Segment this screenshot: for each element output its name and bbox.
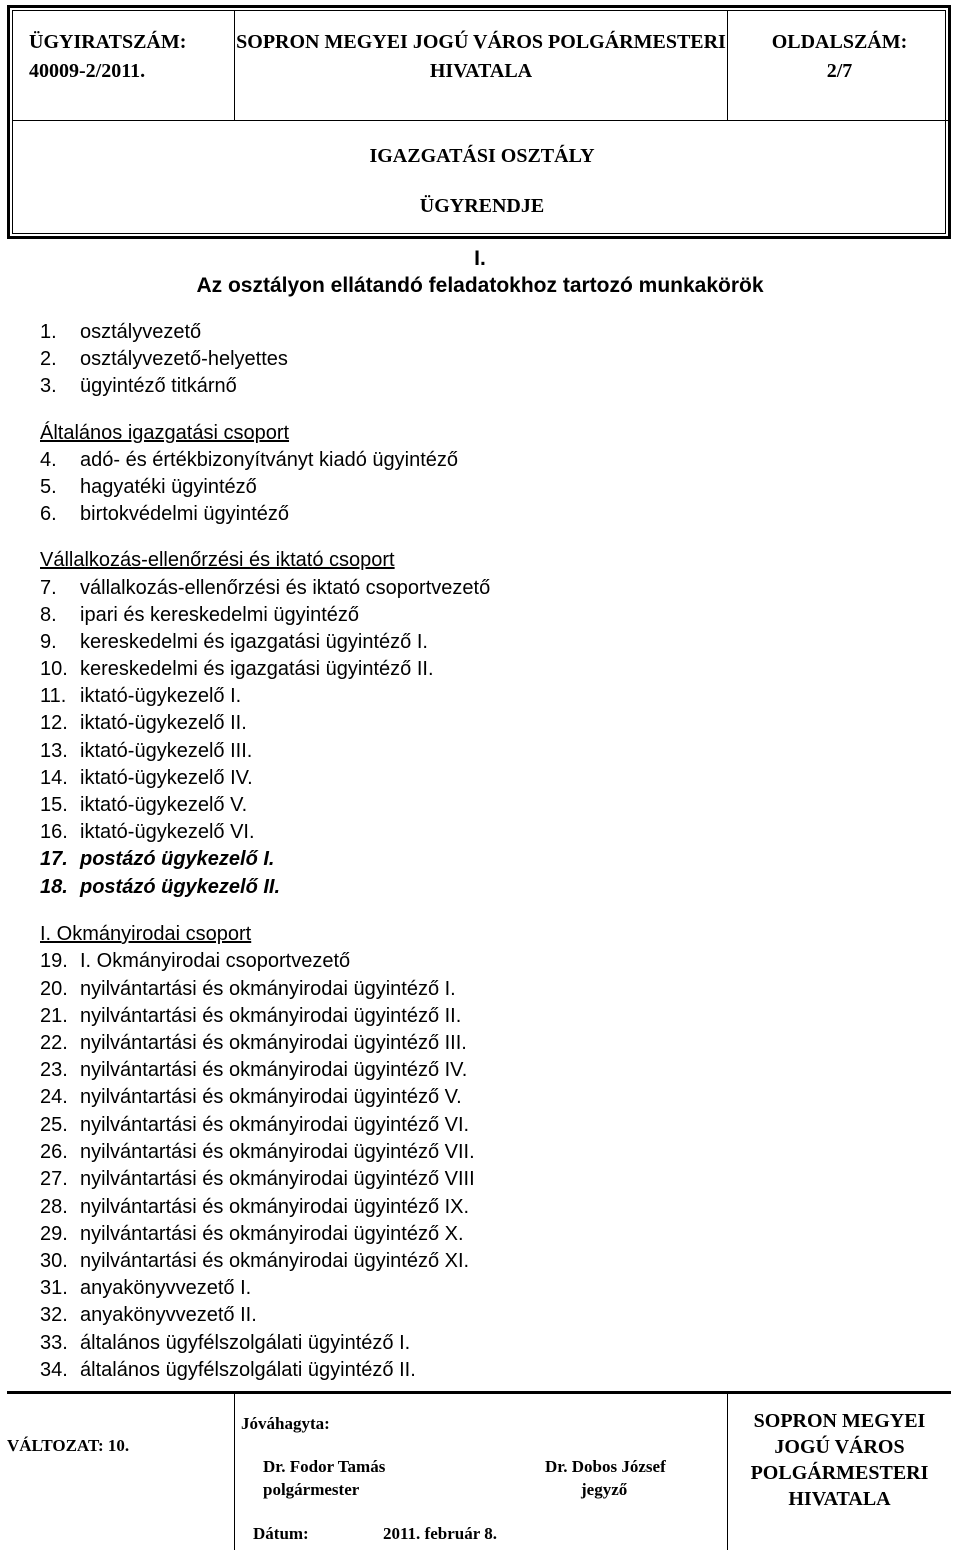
list-item: 17. postázó ügykezelő I. — [40, 848, 275, 870]
list-item: 7. vállalkozás-ellenőrzési és iktató csoportvezető — [40, 577, 491, 599]
footer-org-line1: SOPRON MEGYEI — [753, 1410, 926, 1432]
list-item: 3. ügyintéző titkárnő — [40, 375, 237, 397]
list-item: 21. nyilvántartási és okmányirodai ügyintéző II. — [40, 1005, 462, 1027]
group-title: I. Okmányirodai csoport — [40, 923, 252, 945]
department-name: IGAZGATÁSI OSZTÁLY — [369, 145, 595, 167]
document-footer — [7, 1394, 951, 1550]
list-item: 23. nyilvántartási és okmányirodai ügyintéző IV. — [40, 1059, 468, 1081]
approved-label: Jóváhagyta: — [241, 1414, 330, 1433]
list-item: 1. osztályvezető — [40, 321, 202, 343]
list-item: 24. nyilvántartási és okmányirodai ügyintéző V. — [40, 1086, 462, 1108]
date-label: Dátum: — [253, 1524, 309, 1543]
version-cell — [7, 1394, 235, 1550]
list-item: 5. hagyatéki ügyintéző — [40, 476, 257, 498]
list-item: 9. kereskedelmi és igazgatási ügyintéző I. — [40, 631, 428, 653]
list-item: 29. nyilvántartási és okmányirodai ügyintéző X. — [40, 1223, 464, 1245]
department-cell — [13, 121, 951, 235]
list-item: 4. adó- és értékbizonyítványt kiadó ügyintéző — [40, 449, 458, 471]
organization-name-line2: HIVATALA — [429, 60, 533, 82]
list-item: 14. iktató-ügykezelő IV. — [40, 767, 253, 789]
organization-name-line1: SOPRON MEGYEI JOGÚ VÁROS POLGÁRMESTERI — [236, 31, 726, 53]
list-item: 33. általános ügyfélszolgálati ügyintéző I. — [40, 1332, 411, 1354]
list-item: 20. nyilvántartási és okmányirodai ügyintéző I. — [40, 978, 456, 1000]
document-type: ÜGYRENDJE — [419, 195, 545, 217]
list-item: 15. iktató-ügykezelő V. — [40, 794, 248, 816]
file-number-label: ÜGYIRATSZÁM: — [29, 31, 187, 53]
document-header — [7, 5, 951, 239]
signer-1-title: polgármester — [263, 1480, 360, 1499]
list-item: 2. osztályvezető-helyettes — [40, 348, 288, 370]
footer-org-line2: JOGÚ VÁROS — [774, 1436, 905, 1458]
list-item: 12. iktató-ügykezelő II. — [40, 712, 247, 734]
footer-org-line3: POLGÁRMESTERI — [750, 1462, 929, 1484]
page-number-label: OLDALSZÁM: — [771, 31, 908, 53]
list-item: 28. nyilvántartási és okmányirodai ügyintéző IX. — [40, 1196, 470, 1218]
signer-2-title: jegyző — [581, 1480, 628, 1499]
list-item: 32. anyakönyvvezető II. — [40, 1304, 257, 1326]
list-item: 34. általános ügyfélszolgálati ügyintéző II. — [40, 1359, 416, 1381]
signer-1-name: Dr. Fodor Tamás — [263, 1457, 386, 1476]
list-item: 16. iktató-ügykezelő VI. — [40, 821, 255, 843]
list-item: 13. iktató-ügykezelő III. — [40, 740, 253, 762]
list-item: 27. nyilvántartási és okmányirodai ügyintéző VIII — [40, 1168, 475, 1190]
list-item: 19. I. Okmányirodai csoportvezető — [40, 950, 351, 972]
list-item: 26. nyilvántartási és okmányirodai ügyintéző VII. — [40, 1141, 475, 1163]
section-roman-numeral: I. — [474, 247, 486, 270]
organization-cell — [235, 11, 727, 121]
file-number-cell — [13, 11, 235, 121]
list-item: 18. postázó ügykezelő II. — [40, 876, 281, 898]
header-inner-frame — [12, 10, 946, 234]
page-number-value: 2/7 — [826, 60, 853, 82]
footer-organization-cell — [727, 1394, 951, 1550]
list-item: 30. nyilvántartási és okmányirodai ügyintéző XI. — [40, 1250, 470, 1272]
approval-cell — [235, 1394, 727, 1550]
date-value: 2011. február 8. — [383, 1524, 497, 1543]
group-title: Vállalkozás-ellenőrzési és iktató csoport — [40, 549, 395, 571]
list-item: 8. ipari és kereskedelmi ügyintéző — [40, 604, 360, 626]
file-number-value: 40009-2/2011. — [29, 60, 146, 82]
list-item: 31. anyakönyvvezető I. — [40, 1277, 252, 1299]
footer-org-line4: HIVATALA — [788, 1488, 891, 1510]
section-title: Az osztályon ellátandó feladatokhoz tartozó munkakörök — [196, 274, 764, 297]
signer-2-name: Dr. Dobos József — [545, 1457, 666, 1476]
version-label: VÁLTOZAT: 10. — [7, 1436, 130, 1455]
list-item: 25. nyilvántartási és okmányirodai ügyintéző VI. — [40, 1114, 470, 1136]
list-item: 11. iktató-ügykezelő I. — [40, 685, 242, 707]
list-item: 22. nyilvántartási és okmányirodai ügyintéző III. — [40, 1032, 467, 1054]
list-item: 6. birtokvédelmi ügyintéző — [40, 503, 289, 525]
group-title: Általános igazgatási csoport — [40, 422, 290, 444]
page-number-cell — [727, 11, 951, 121]
list-item: 10. kereskedelmi és igazgatási ügyintéző II. — [40, 658, 434, 680]
